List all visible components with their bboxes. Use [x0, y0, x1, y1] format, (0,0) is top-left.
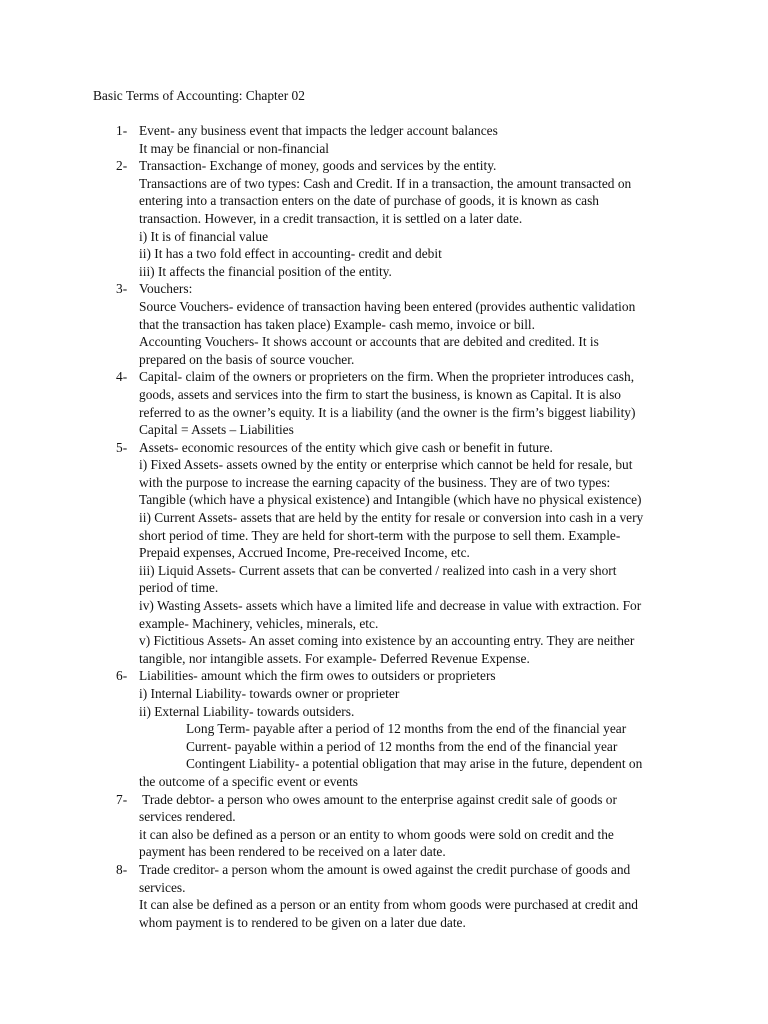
document-title: Basic Terms of Accounting: Chapter 02: [93, 88, 305, 103]
list-item-1: [0, 122, 768, 157]
item-line: it can also be defined as a person or an entity to whom goods were sold on credit and the: [139, 826, 614, 842]
item-line: with the purpose to increase the earning capacity of the business. They are of two types:: [139, 474, 611, 490]
item-line: i) Fixed Assets- assets owned by the entity or enterprise which cannot be held for resale, but: [139, 457, 633, 473]
item-line: It may be financial or non-financial: [139, 140, 329, 156]
item-line: Event- any business event that impacts the ledger account balances: [139, 123, 498, 138]
item-line: services.: [139, 879, 186, 895]
item-line: Trade creditor- a person whom the amount is owed against the credit purchase of goods and: [139, 861, 631, 877]
item-line: iii) Liquid Assets- Current assets that can be converted / realized into cash in a very short: [139, 562, 617, 578]
item-line: Capital = Assets – Liabilities: [139, 422, 294, 438]
item-line: Source Vouchers- evidence of transaction having been entered (provides authentic validation: [139, 298, 636, 314]
item-line: referred to as the owner’s equity. It is a liability (and the owner is the firm’s biggest liability): [139, 404, 636, 420]
item-line: prepared on the basis of source voucher.: [139, 351, 355, 367]
item-line: Prepaid expenses, Accrued Income, Pre-received Income, etc.: [139, 545, 470, 561]
item-line: ii) It has a two fold effect in accounting- credit and debit: [139, 246, 442, 262]
item-line: Transactions are of two types: Cash and Credit. If in a transaction, the amount transacted on: [139, 175, 632, 191]
item-line: iii) It affects the financial position of the entity.: [139, 263, 392, 279]
item-line: payment has been rendered to be received on a later date.: [139, 844, 446, 860]
item-number: 4-: [116, 369, 128, 385]
item-number: 5-: [116, 439, 128, 455]
item-line: Accounting Vouchers- It shows account or accounts that are debited and credited. It is: [139, 334, 599, 350]
item-number: 6-: [116, 668, 128, 684]
item-number: 2-: [116, 158, 128, 174]
item-line: transaction. However, in a credit transaction, it is settled on a later date.: [139, 210, 523, 226]
item-line: Transaction- Exchange of money, goods and services by the entity.: [139, 158, 497, 174]
terms-list: [0, 122, 768, 931]
item-line: ii) Current Assets- assets that are held by the entity for resale or conversion into cash in a very: [139, 510, 644, 526]
item-sub-line: Current- payable within a period of 12 months from the end of the financial year: [186, 738, 618, 754]
item-line: Vouchers:: [139, 281, 193, 297]
item-number: 1-: [116, 123, 128, 138]
item-line: goods, assets and services into the firm to start the business, is known as Capital. It is also: [139, 386, 621, 402]
list-item-7: [0, 791, 768, 861]
item-line: iv) Wasting Assets- assets which have a limited life and decrease in value with extraction. For: [139, 598, 642, 614]
item-line: It can alse be defined as a person or an entity from whom goods were purchased at credit and: [139, 897, 638, 913]
item-number: 3-: [116, 281, 128, 297]
item-line: example- Machinery, vehicles, minerals, etc.: [139, 615, 379, 631]
item-line: the outcome of a specific event or events: [139, 773, 358, 789]
list-item-2: [0, 157, 768, 280]
list-item-6: [0, 667, 768, 790]
item-line: ii) External Liability- towards outsiders.: [139, 703, 355, 719]
item-line: Trade debtor- a person who owes amount to the enterprise against credit sale of goods or: [139, 791, 617, 807]
item-line: Capital- claim of the owners or proprieters on the firm. When the proprieter introduces cash,: [139, 369, 635, 385]
item-line: short period of time. They are held for short-term with the purpose to sell them. Example-: [139, 527, 621, 543]
item-line: Tangible (which have a physical existence) and Intangible (which have no physical existence): [139, 492, 642, 508]
item-line: Liabilities- amount which the firm owes to outsiders or proprieters: [139, 668, 496, 684]
item-line: v) Fictitious Assets- An asset coming into existence by an accounting entry. They are neither: [139, 633, 635, 649]
list-item-8: [0, 861, 768, 931]
item-line: tangible, nor intangible assets. For example- Deferred Revenue Expense.: [139, 650, 530, 666]
item-line: whom payment is to rendered to be given on a later due date.: [139, 914, 466, 930]
item-sub-line: Contingent Liability- a potential obligation that may arise in the future, dependent on: [186, 756, 643, 772]
item-line: period of time.: [139, 580, 219, 596]
item-line: i) Internal Liability- towards owner or proprieter: [139, 686, 400, 701]
item-line: Assets- economic resources of the entity which give cash or benefit in future.: [139, 439, 553, 455]
list-item-3: [0, 280, 768, 368]
item-line: that the transaction has taken place) Example- cash memo, invoice or bill.: [139, 316, 535, 332]
item-sub-line: Long Term- payable after a period of 12 months from the end of the financial year: [186, 721, 627, 737]
list-item-4: [0, 368, 768, 438]
list-item-5: [0, 439, 768, 668]
item-number: 8-: [116, 861, 128, 877]
item-line: services rendered.: [139, 809, 236, 825]
item-number: 7-: [116, 791, 128, 807]
item-line: entering into a transaction enters on the date of purchase of goods, it is known as cash: [139, 193, 599, 209]
item-line: i) It is of financial value: [139, 228, 269, 244]
